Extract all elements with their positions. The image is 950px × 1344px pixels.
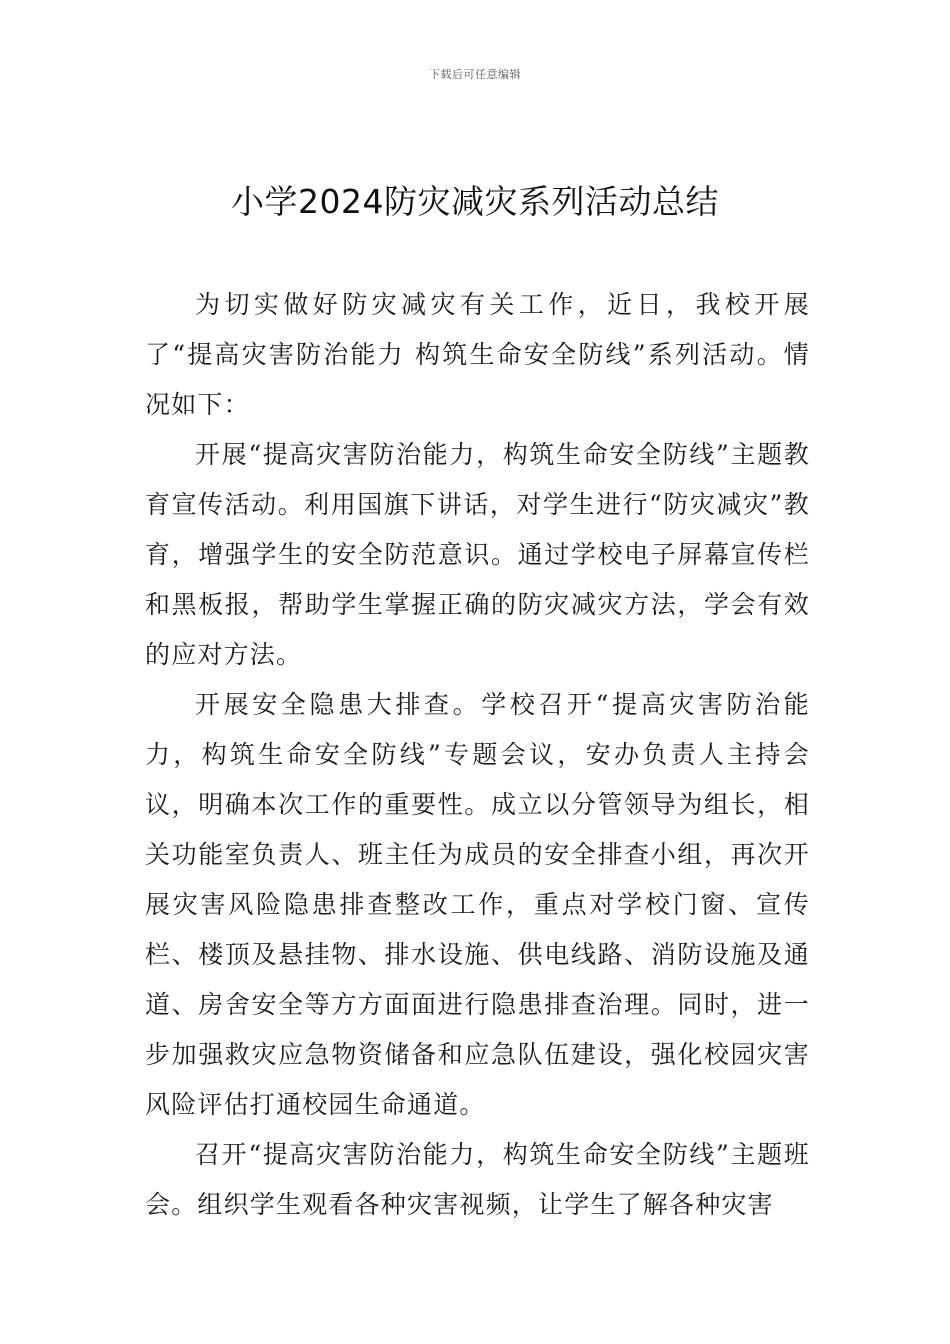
paragraph-class-meeting: 召开“提高灾害防治能力，构筑生命安全防线”主题班会。组织学生观看各种灾害视频，让学生了解各种灾害 (145, 1140, 810, 1219)
paragraph-publicity: 开展“提高灾害防治能力，构筑生命安全防线”主题教育宣传活动。利用国旗下讲话，对学生进行“防灾减灾”教育，增强学生的安全防范意识。通过学校电子屏幕宣传栏和黑板报，帮助学生掌握正确的防灾减灾方法，学会有效的应对方法。 (145, 440, 810, 669)
document-body (145, 280, 810, 1230)
header-note: 下载后可任意编辑 (429, 68, 521, 81)
paragraph-intro: 为切实做好防灾减灾有关工作，近日，我校开展了“提高灾害防治能力 构筑生命安全防线”系列活动。情况如下： (145, 290, 810, 419)
document-title: 小学2024防灾减灾系列活动总结 (231, 182, 719, 221)
paragraph-inspection: 开展安全隐患大排查。学校召开“提高灾害防治能力，构筑生命安全防线”专题会议，安办负责人主持会议，明确本次工作的重要性。成立以分管领导为组长，相关功能室负责人、班主任为成员的安全排查小组，再次开展灾害风险隐患排查整改工作，重点对学校门窗、宣传栏、楼顶及悬挂物、排水设施、供电线路、消防设施及通道、房舍安全等方方面面进行隐患排查治理。同时，进一步加强救灾应急物资储备和应急队伍建设，强化校园灾害风险评估打通校园生命通道。 (145, 690, 810, 1119)
